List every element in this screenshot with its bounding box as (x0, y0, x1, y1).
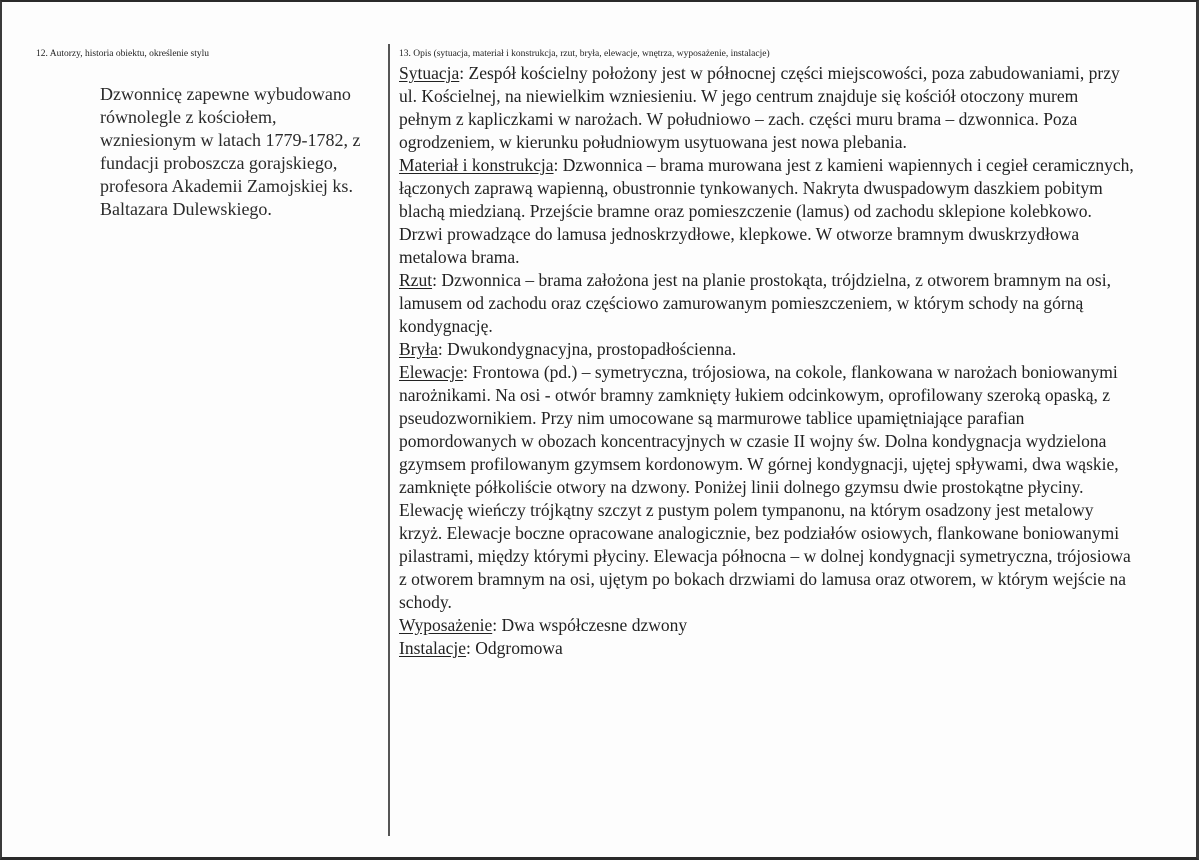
section-text: Frontowa (pd.) – symetryczna, trójosiowa, na cokole, flankowana w narożach boniowanymi narożnikami. Na osi - otwór bramny zamknięty łukiem odcinkowym, oprofilowany szeroką opaską, z pseudozwornikiem. Przy nim umocowane są marmurowe tablice upamiętniające parafian pomordowanych w obozach koncentracyjnych w czasie II wojny św. Dolna kondygnacja wydzielona gzymsem profilowanym gzymsem kordonowym. W górnej kondygnacji, ujętej spływami, dwa wąskie, zamknięte półkoliście otwory na dzwony. Poniżej linii dolnego gzymsu dwie prostokątne płyciny. Elewację wieńczy trójkątny szczyt z pustym polem tympanonu, na którym osadzony jest metalowy krzyż. Elewacje boczne opracowane analogicznie, bez podziałów osiowych, flankowane boniowanymi pilastrami, między którymi płyciny. Elewacja północna – w dolnej kondygnacji symetryczna, trójosiowa z otworem bramnym na osi, ujętym po bokach drzwiami do lamusa oraz otworem, w którym wejście na schody. (399, 362, 1131, 612)
section-elewacje: Elewacje: Frontowa (pd.) – symetryczna, trójosiowa, na cokole, flankowana w narożach boniowanymi narożnikami. Na osi - otwór bramny zamknięty łukiem odcinkowym, oprofilowany szeroką opaską, z pseudozwornikiem. Przy nim umocowane są marmurowe tablice upamiętniające parafian pomordowanych w obozach koncentracyjnych w czasie II wojny św. Dolna kondygnacja wydzielona gzymsem profilowanym gzymsem kordonowym. W górnej kondygnacji, ujętej spływami, dwa wąskie, zamknięte półkoliście otwory na dzwony. Poniżej linii dolnego gzymsu dwie prostokątne płyciny. Elewację wieńczy trójkątny szczyt z pustym polem tympanonu, na którym osadzony jest metalowy krzyż. Elewacje boczne opracowane analogicznie, bez podziałów osiowych, flankowane boniowanymi pilastrami, między którymi płyciny. Elewacja północna – w dolnej kondygnacji symetryczna, trójosiowa z otworem bramnym na osi, ujętym po bokach drzwiami do lamusa oraz otworem, w którym wejście na schody. (399, 362, 1131, 612)
section-text: Dwa współczesne dzwony (501, 615, 688, 635)
section-material: Materiał i konstrukcja: Dzwonnica – brama murowana jest z kamieni wapiennych i cegieł ceramicznych, łączonych zaprawą wapienną, obustronnie tynkowanych. Nakryta dwuspadowym daszkiem pobitym blachą miedzianą. Przejście bramne oraz pomieszczenie (lamus) od zachodu sklepione kolebkowo. Drzwi prowadzące do lamusa jednoskrzydłowe, klepkowe. W otworze bramnym dwuskrzydłowa metalowa brama. (399, 155, 1134, 267)
description-text (399, 62, 1134, 660)
section-title: Elewacje (399, 362, 464, 382)
section-wyposazenie: Wyposażenie: Dwa współczesne dzwony (399, 615, 688, 635)
section-sytuacja: Sytuacja: Zespół kościelny położony jest w północnej części miejscowości, poza zabudowaniami, przy ul. Kościelnej, na niewielkim wzniesieniu. W jego centrum znajduje się kościół otoczony murem pełnym z kapliczkami w narożach. W południowo – zach. części muru brama – dzwonnica. Poza ogrodzeniem, w kierunku południowym usytuowana jest nowa plebania. (399, 63, 1120, 152)
section-title: Wyposażenie (399, 615, 493, 635)
description-field-label: 13. Opis (sytuacja, materiał i konstrukcja, rzut, bryła, elewacje, wnętrza, wyposażenie, instalacje) (399, 49, 770, 59)
history-field-label: 12. Autorzy, historia obiektu, określenie stylu (36, 49, 209, 59)
section-text: Dzwonnica – brama założona jest na planie prostokąta, trójdzielna, z otworem bramnym na osi, lamusem od zachodu oraz częściowo zamurowanym pomieszczeniem, w którym schody na górną kondygnację. (399, 270, 1111, 336)
description-column (399, 48, 1134, 660)
section-text: Zespół kościelny położony jest w północnej części miejscowości, poza zabudowaniami, przy ul. Kościelnej, na niewielkim wzniesieniu. W jego centrum znajduje się kościół otoczony murem pełnym z kapliczkami w narożach. W południowo – zach. części muru brama – dzwonnica. Poza ogrodzeniem, w kierunku południowym usytuowana jest nowa plebania. (399, 63, 1120, 152)
column-divider (388, 44, 390, 836)
section-title: Bryła (399, 339, 438, 359)
history-column (36, 48, 382, 221)
section-title: Sytuacja (399, 63, 460, 83)
section-title: Rzut (399, 270, 433, 290)
section-instalacje: Instalacje: Odgromowa (399, 638, 563, 658)
section-rzut: Rzut: Dzwonnica – brama założona jest na planie prostokąta, trójdzielna, z otworem bramnym na osi, lamusem od zachodu oraz częściowo zamurowanym pomieszczeniem, w którym schody na górną kondygnację. (399, 270, 1111, 336)
section-text: Dzwonnica – brama murowana jest z kamieni wapiennych i cegieł ceramicznych, łączonych zaprawą wapienną, obustronnie tynkowanych. Nakryta dwuspadowym daszkiem pobitym blachą miedzianą. Przejście bramne oraz pomieszczenie (lamus) od zachodu sklepione kolebkowo. Drzwi prowadzące do lamusa jednoskrzydłowe, klepkowe. W otworze bramnym dwuskrzydłowa metalowa brama. (399, 155, 1134, 267)
section-title: Instalacje (399, 638, 467, 658)
section-text: Dwukondygnacyjna, prostopadłościenna. (447, 339, 737, 359)
history-text: Dzwonnicę zapewne wybudowano równolegle z kościołem, wzniesionym w latach 1779-1782, z fundacji proboszcza gorajskiego, profesora Akademii Zamojskiej ks. Baltazara Dulewskiego. (100, 84, 361, 219)
section-title: Materiał i konstrukcja (399, 155, 554, 175)
section-bryla: Bryła: Dwukondygnacyjna, prostopadłościenna. (399, 339, 737, 359)
section-text: Odgromowa (475, 638, 563, 658)
